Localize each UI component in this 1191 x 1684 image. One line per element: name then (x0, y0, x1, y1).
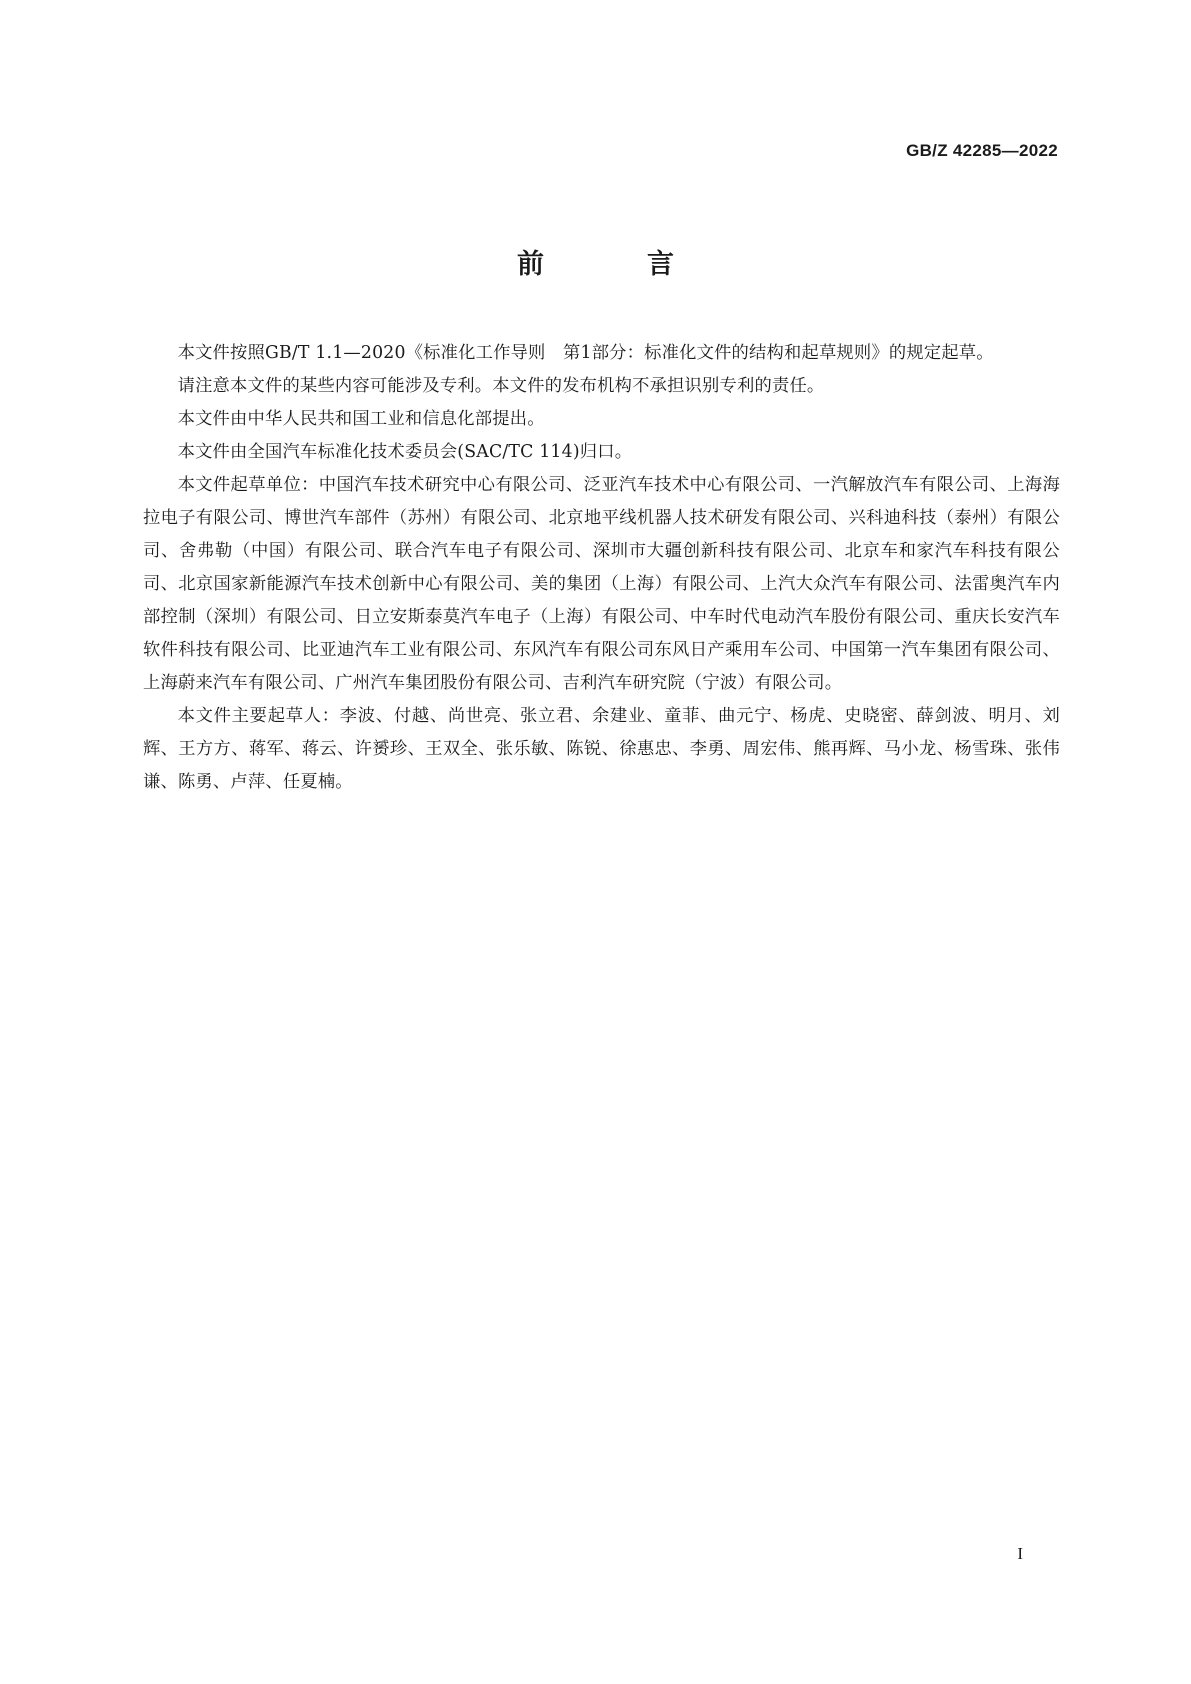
page-title: 前 言 (517, 249, 712, 280)
standard-code: GB/Z 42285—2022 (906, 141, 1058, 160)
paragraph-centralized-management: 本文件由全国汽车标准化技术委员会(SAC/TC 114)归口。 (177, 442, 633, 462)
paragraph-drafting-organizations: 本文件起草单位：中国汽车技术研究中心有限公司、泛亚汽车技术中心有限公司、一汽解放汽车有限公司、上海海拉电子有限公司、博世汽车部件（苏州）有限公司、北京地平线机器人技术研发有限公司、兴科迪科技（泰州）有限公司、舍弗勒（中国）有限公司、联合汽车电子有限公司、深圳市大疆创新科技有限公司、北京车和家汽车科技有限公司、北京国家新能源汽车技术创新中心有限公司、美的集团（上海）有限公司、上汽大众汽车有限公司、法雷奥汽车内部控制（深圳）有限公司、日立安斯泰莫汽车电子（上海）有限公司、中车时代电动汽车股份有限公司、重庆长安汽车软件科技有限公司、比亚迪汽车工业有限公司、东风汽车有限公司东风日产乘用车公司、中国第一汽车集团有限公司、上海蔚来汽车有限公司、广州汽车集团股份有限公司、吉利汽车研究院（宁波）有限公司。 (143, 475, 1060, 693)
page-number: I (1017, 1544, 1023, 1563)
paragraph-drafting-rules: 本文件按照GB/T 1.1—2020《标准化工作导则 第1部分：标准化文件的结构和起草规则》的规定起草。 (177, 343, 994, 363)
paragraph-drafters: 本文件主要起草人：李波、付越、尚世亮、张立君、余建业、童菲、曲元宁、杨虎、史晓密、薛剑波、明月、刘辉、王方方、蒋军、蒋云、许赟珍、王双全、张乐敏、陈锐、徐惠忠、李勇、周宏伟、熊再辉、马小龙、杨雪珠、张伟谦、陈勇、卢萍、任夏楠。 (143, 706, 1060, 792)
foreword-body (143, 337, 1060, 799)
paragraph-patent-notice: 请注意本文件的某些内容可能涉及专利。本文件的发布机构不承担识别专利的责任。 (177, 376, 825, 396)
paragraph-proposer: 本文件由中华人民共和国工业和信息化部提出。 (177, 409, 545, 429)
